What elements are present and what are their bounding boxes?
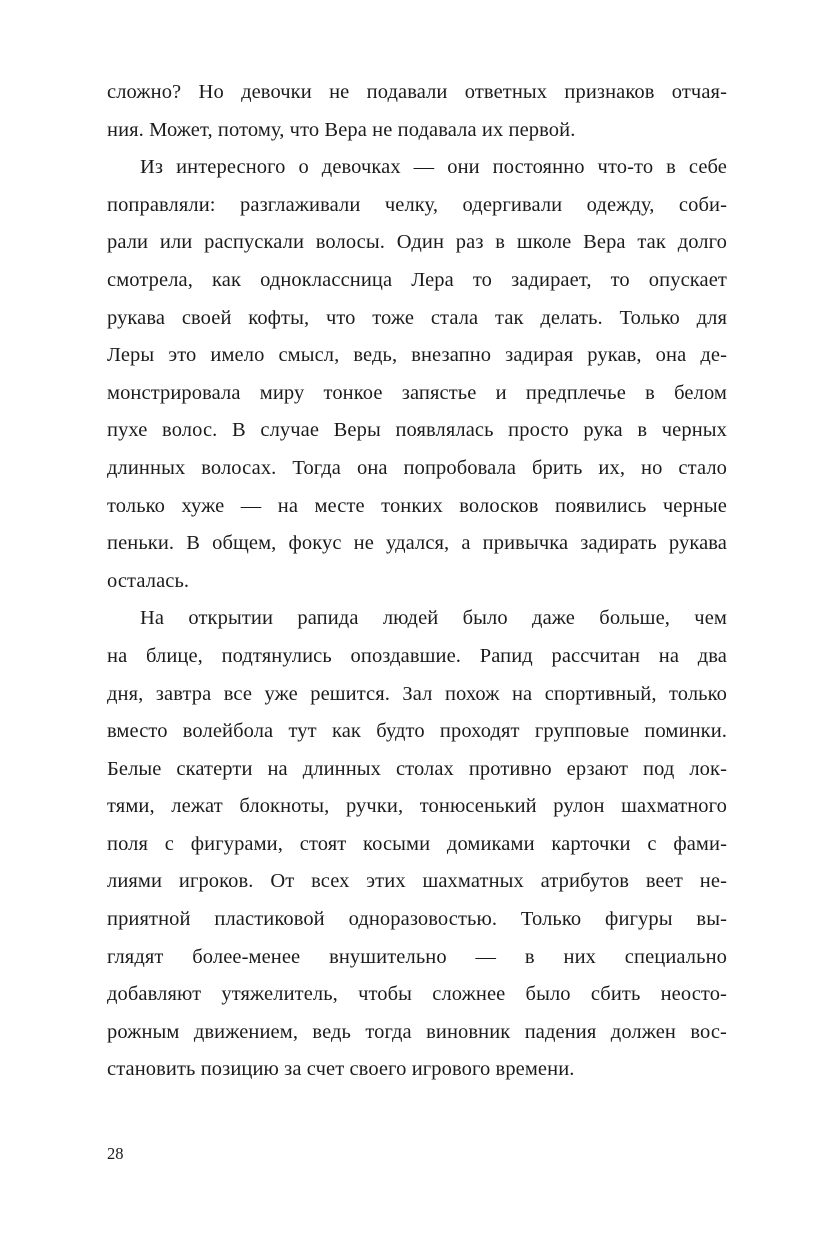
text-line: лиями игроков. От всех этих шахматных атрибутов веет не- xyxy=(107,870,727,893)
text-line: на блице, подтянулись опоздавшие. Рапид рассчитан на два xyxy=(107,644,727,667)
paragraph xyxy=(107,74,727,149)
text-line: Белые скатерти на длинных столах противно ерзают под лок- xyxy=(107,757,727,780)
text-line: только хуже — на месте тонких волосков появились черные xyxy=(107,494,727,517)
text-line: пеньки. В общем, фокус не удался, а привычка задирать рукава xyxy=(107,532,727,555)
text-line: дня, завтра все уже решится. Зал похож на спортивный, только xyxy=(107,682,727,705)
text-line: На открытии рапида людей было даже больше, чем xyxy=(140,607,727,630)
text-line: добавляют утяжелитель, чтобы сложнее было сбить неосто- xyxy=(107,983,727,1006)
text-line: пухе волос. В случае Веры появлялась просто рука в черных xyxy=(107,419,727,442)
text-line: вместо волейбола тут как будто проходят групповые поминки. xyxy=(107,720,727,743)
text-line: Леры это имело смысл, ведь, внезапно задирая рукав, она де- xyxy=(107,344,727,367)
text-line: приятной пластиковой одноразовостью. Только фигуры вы- xyxy=(107,908,727,931)
paragraph xyxy=(107,149,727,600)
page-number: 28 xyxy=(107,1144,124,1163)
text-line: осталась. xyxy=(107,569,190,592)
text-line: рожным движением, ведь тогда виновник падения должен вос- xyxy=(107,1020,727,1043)
text-line: становить позицию за счет своего игрового времени. xyxy=(107,1058,575,1081)
text-line: ния. Может, потому, что Вера не подавала их первой. xyxy=(107,118,576,141)
paragraph xyxy=(107,600,727,1089)
text-line: поправляли: разглаживали челку, одергивали одежду, соби- xyxy=(107,193,727,216)
text-line: поля с фигурами, стоят косыми домиками карточки с фами- xyxy=(107,832,727,855)
text-line: тями, лежат блокноты, ручки, тонюсенький рулон шахматного xyxy=(107,795,727,818)
text-line: монстрировала миру тонкое запястье и предплечье в белом xyxy=(107,381,727,404)
text-line: смотрела, как одноклассница Лера то задирает, то опускает xyxy=(107,268,727,291)
text-line: сложно? Но девочки не подавали ответных признаков отчая- xyxy=(107,81,727,103)
text-line: рукава своей кофты, что тоже стала так делать. Только для xyxy=(107,306,727,329)
text-line: длинных волосах. Тогда она попробовала брить их, но стало xyxy=(107,456,727,479)
page-text xyxy=(107,74,727,1089)
text-line: глядят более-менее внушительно — в них специально xyxy=(107,945,727,968)
text-line: Из интересного о девочках — они постоянно что-то в себе xyxy=(140,156,727,179)
text-line: рали или распускали волосы. Один раз в школе Вера так долго xyxy=(107,231,727,254)
